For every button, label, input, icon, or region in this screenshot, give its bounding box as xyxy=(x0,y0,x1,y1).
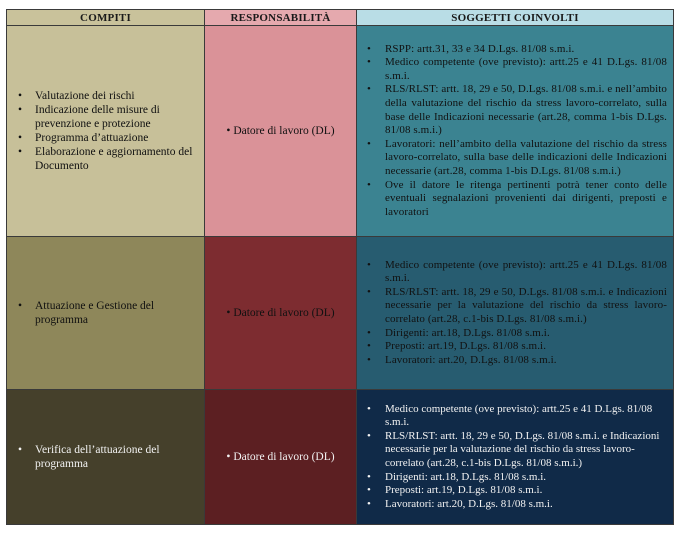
list-item: • Preposti: art.19, D.Lgs. 81/08 s.m.i. xyxy=(357,484,667,498)
list-item: • Lavoratori: art.20, D.Lgs. 81/08 s.m.i. xyxy=(357,354,667,368)
list-item: • Medico competente (ove previsto): artt.25 e 41 D.Lgs. 81/08 s.m.i. xyxy=(357,259,667,286)
soggetti-list xyxy=(357,403,673,512)
list-item: • Attuazione e Gestione del programma xyxy=(7,299,200,327)
list-item: • Indicazione delle misure di prevenzione e protezione xyxy=(7,103,200,131)
list-item: • Dirigenti: art.18, D.Lgs. 81/08 s.m.i. xyxy=(357,471,667,485)
list-item: • Preposti: art.19, D.Lgs. 81/08 s.m.i. xyxy=(357,340,667,354)
header-soggetti: SOGGETTI COINVOLTI xyxy=(357,10,674,26)
responsabilita-text: • Datore di lavoro (DL) xyxy=(226,307,334,319)
table-row xyxy=(7,237,674,390)
soggetti-list xyxy=(357,43,673,220)
header-compiti: COMPITI xyxy=(7,10,205,26)
list-item: • RSPP: artt.31, 33 e 34 D.Lgs. 81/08 s.m.i. xyxy=(357,43,667,57)
list-item: • Programma d’attuazione xyxy=(7,131,200,145)
responsabilita-cell xyxy=(205,237,357,390)
compiti-list xyxy=(7,443,204,471)
list-item: • Verifica dell’attuazione del programma xyxy=(7,443,200,471)
list-item: • RLS/RLST: artt. 18, 29 e 50, D.Lgs. 81/08 s.m.i. e nell’ambito della valutazione del rischio da stress lavoro-correlato, sulla base delle Indicazioni necessarie (art.28, comma 1-bis D.Lgs. 81/08 s.m.i.) xyxy=(357,83,667,137)
list-item: • RLS/RLST: artt. 18, 29 e 50, D.Lgs. 81/08 s.m.i. e Indicazioni necessarie per la valutazione del rischio da stress lavoro-correlato (art.28, c.1-bis D.Lgs. 81/08 s.m.i.) xyxy=(357,286,667,327)
list-item: • Medico competente (ove previsto): artt.25 e 41 D.Lgs. 81/08 s.m.i. xyxy=(357,56,667,83)
soggetti-list xyxy=(357,259,673,368)
responsabilita-text: • Datore di lavoro (DL) xyxy=(226,451,334,463)
compiti-cell xyxy=(7,390,205,525)
table-row xyxy=(7,390,674,525)
soggetti-cell xyxy=(357,237,674,390)
table-row xyxy=(7,26,674,237)
list-item: • Elaborazione e aggiornamento del Documento xyxy=(7,145,200,173)
header-row xyxy=(7,10,674,26)
compiti-cell xyxy=(7,237,205,390)
list-item: • Lavoratori: art.20, D.Lgs. 81/08 s.m.i. xyxy=(357,498,667,512)
list-item: • Ove il datore le ritenga pertinenti potrà tener conto delle eventuali segnalazioni provenienti dai dirigenti, preposti e lavoratori xyxy=(357,179,667,220)
header-responsabilita: RESPONSABILITÀ xyxy=(205,10,357,26)
soggetti-cell xyxy=(357,26,674,237)
responsibility-table xyxy=(6,9,674,525)
list-item: • RLS/RLST: artt. 18, 29 e 50, D.Lgs. 81/08 s.m.i. e Indicazioni necessarie per la valutazione del rischio da stress lavoro-correlato (art.28, c.1-bis D.Lgs. 81/08 s.m.i.) xyxy=(357,430,667,471)
list-item: • Medico competente (ove previsto): artt.25 e 41 D.Lgs. 81/08 s.m.i. xyxy=(357,403,667,430)
compiti-list xyxy=(7,89,204,173)
compiti-list xyxy=(7,299,204,327)
compiti-cell xyxy=(7,26,205,237)
responsabilita-cell xyxy=(205,390,357,525)
list-item: • Valutazione dei rischi xyxy=(7,89,200,103)
soggetti-cell xyxy=(357,390,674,525)
responsabilita-cell xyxy=(205,26,357,237)
list-item: • Dirigenti: art.18, D.Lgs. 81/08 s.m.i. xyxy=(357,327,667,341)
responsabilita-text: • Datore di lavoro (DL) xyxy=(226,125,334,137)
list-item: • Lavoratori: nell’ambito della valutazione del rischio da stress lavoro-correlato, sulla base delle indicazioni delle Indicazioni necessarie (art.28, comma 1-bis D.Lgs. 81/08 s.m.i.) xyxy=(357,138,667,179)
